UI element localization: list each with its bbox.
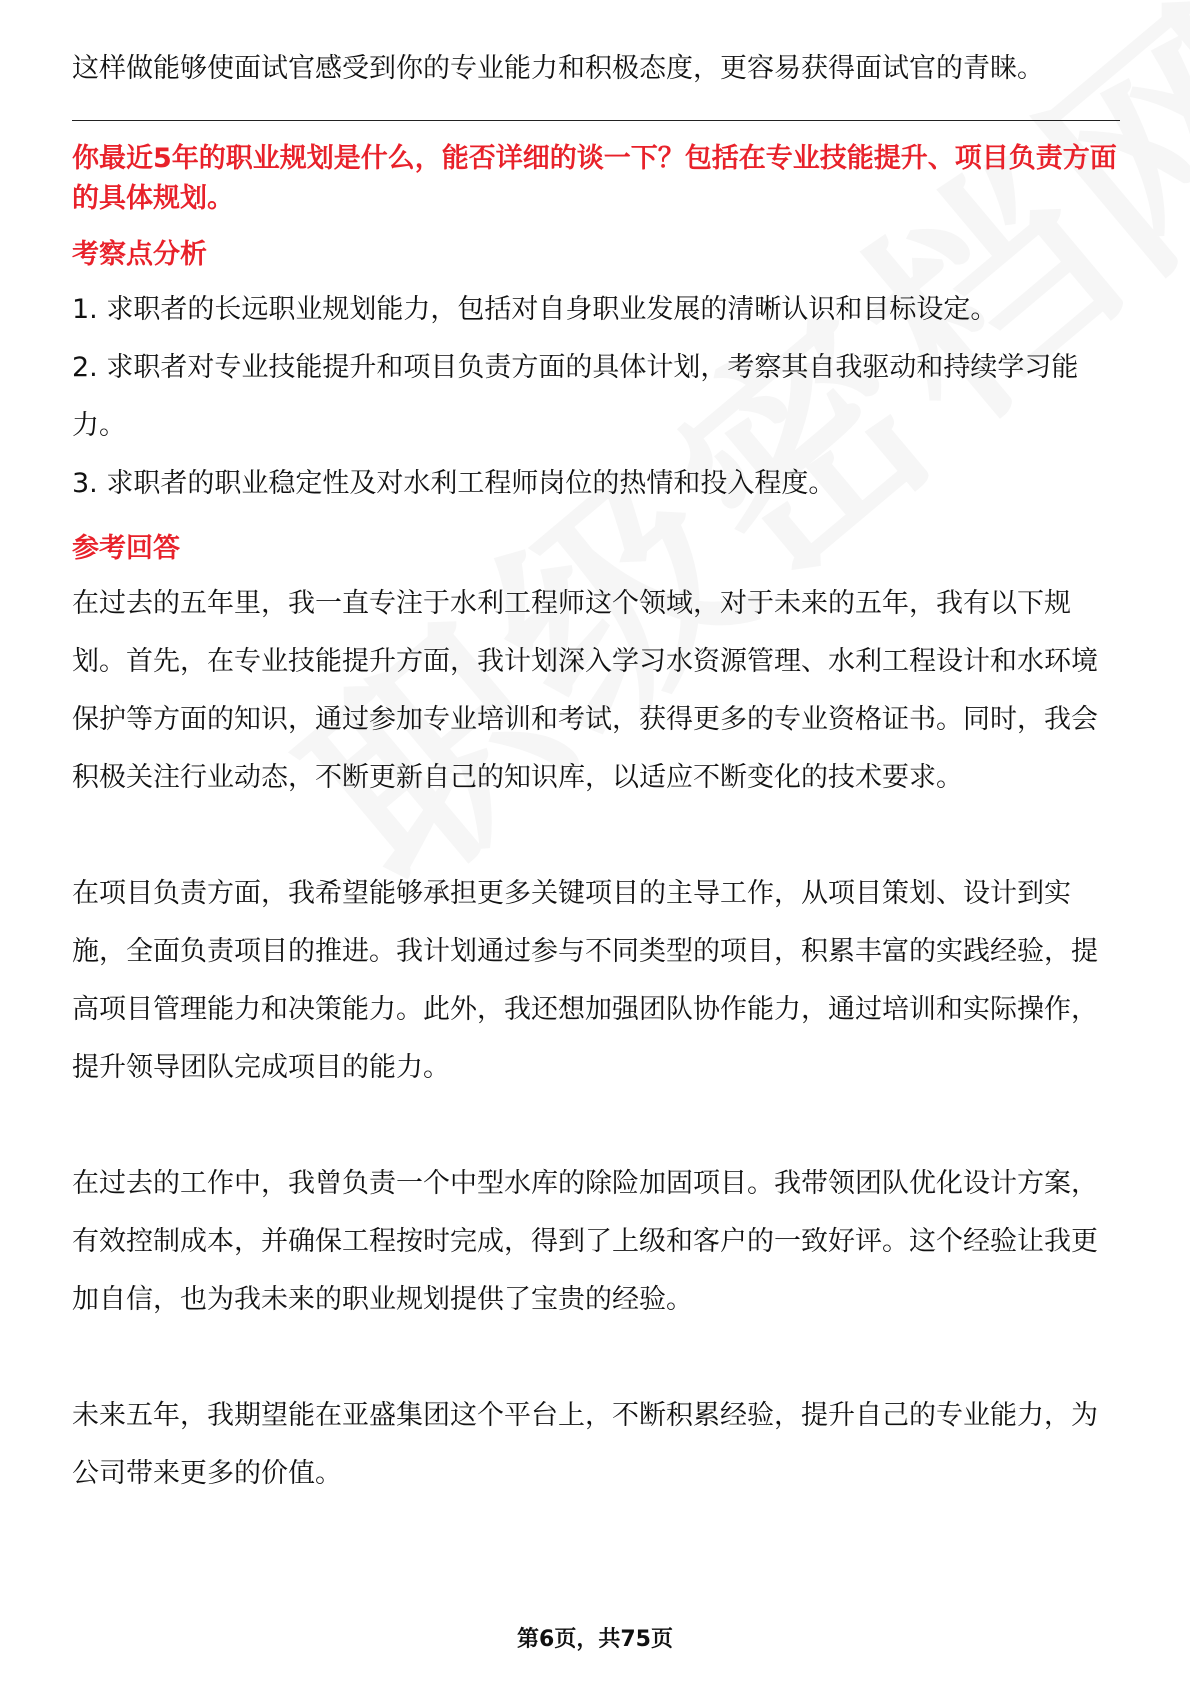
analysis-item: 1. 求职者的长远职业规划能力，包括对自身职业发展的清晰认识和目标设定。 (72, 294, 998, 325)
analysis-item: 2. 求职者对专业技能提升和项目负责方面的具体计划，考察其自我驱动和持续学习能力。 (72, 352, 1079, 441)
interview-question: 你最近5年的职业规划是什么，能否详细的谈一下？包括在专业技能提升、项目负责方面的具体规划。 (72, 143, 1117, 214)
answer-paragraph: 在过去的工作中，我曾负责一个中型水库的除险加固项目。我带领团队优化设计方案，有效控制成本，并确保工程按时完成，得到了上级和客户的一致好评。这个经验让我更加自信，也为我未来的职业规划提供了宝贵的经验。 (72, 1168, 1098, 1315)
previous-answer-tail: 这样做能够使面试官感受到你的专业能力和积极态度，更容易获得面试官的青睐。 (72, 53, 1044, 84)
reference-answer-body (72, 575, 1120, 1503)
analysis-list (72, 281, 1120, 513)
section-divider (72, 120, 1120, 121)
page-content (72, 40, 1120, 1503)
answer-paragraph: 在项目负责方面，我希望能够承担更多关键项目的主导工作，从项目策划、设计到实施，全面负责项目的推进。我计划通过参与不同类型的项目，积累丰富的实践经验，提高项目管理能力和决策能力。此外，我还想加强团队协作能力，通过培训和实际操作，提升领导团队完成项目的能力。 (72, 878, 1098, 1083)
answer-paragraph: 未来五年，我期望能在亚盛集团这个平台上，不断积累经验，提升自己的专业能力，为公司带来更多的价值。 (72, 1400, 1098, 1489)
page-number: 第6页，共75页 (517, 1627, 673, 1652)
analysis-item: 3. 求职者的职业稳定性及对水利工程师岗位的热情和投入程度。 (72, 468, 836, 499)
reference-answer-heading: 参考回答 (72, 533, 180, 564)
answer-paragraph: 在过去的五年里，我一直专注于水利工程师这个领域，对于未来的五年，我有以下规划。首先，在专业技能提升方面，我计划深入学习水资源管理、水利工程设计和水环境保护等方面的知识，通过参加专业培训和考试，获得更多的专业资格证书。同时，我会积极关注行业动态，不断更新自己的知识库，以适应不断变化的技术要求。 (72, 588, 1098, 793)
analysis-heading: 考察点分析 (72, 239, 207, 270)
